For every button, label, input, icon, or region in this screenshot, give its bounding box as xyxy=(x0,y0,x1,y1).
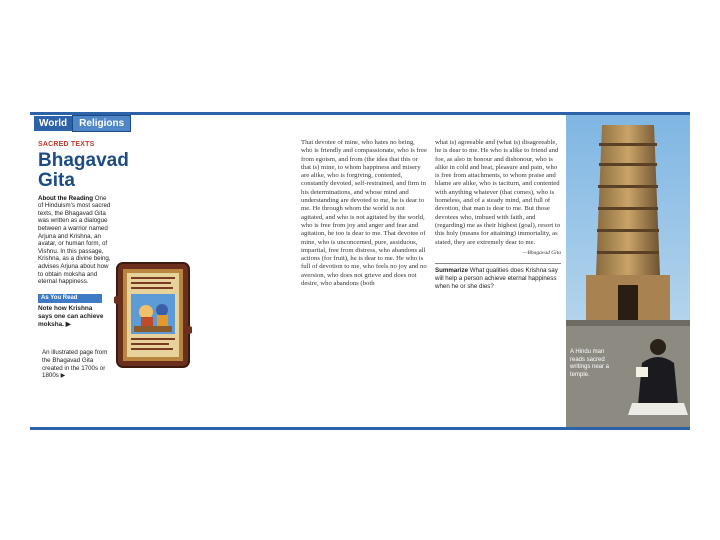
summarize-text: What qualities does Krishna say will help a person achieve eternal happiness when he or she dies? xyxy=(435,267,558,290)
temple-photo xyxy=(566,115,690,427)
banner-word-world: World xyxy=(34,116,72,131)
reading-column-1: That devotee of mine, who hates no being, who is friendly and compassionate, who is free from egoism, and from (the idea that this or that is) mine, to whom happiness and misery are alike, who is forgiving, contented, constantly devoted, self-restrained, and firm in his determinations, and whose mind and understanding are devoted to me, he is dear to me. He through whom the world is not agitated, and who is not agitated by the world, who is free from joy and anger and fear and agitation, he too is dear to me. That devotee of mine, who is unconcerned, pure, assiduous, impartial, free from distress, who abandons all actions (for fruit), he is dear to me. He who is full of devotion to me, who feels no joy and no aversion, who does not grieve and does not desire, who abandons (both xyxy=(301,139,427,288)
reading-column-2 xyxy=(435,139,561,291)
illustrated-manuscript-image xyxy=(114,260,192,370)
about-reading-lead: About the Reading xyxy=(38,194,93,202)
as-you-read-text: Note how Krishna says one can achieve moksha. ▶ xyxy=(38,305,104,329)
temple-photo-caption: A Hindu man reads sacred writings near a temple. xyxy=(570,349,610,378)
summarize-prompt xyxy=(435,267,561,290)
as-you-read-label: As You Read xyxy=(38,294,102,304)
banner-word-religions: Religions xyxy=(72,115,131,132)
section-kicker: SACRED TEXTS xyxy=(38,141,95,148)
intro-column xyxy=(38,141,129,329)
manuscript-caption: An illustrated page from the Bhagavad Gita created in the 1700s or 1800s ▶ xyxy=(42,349,108,380)
page-title: Bhagavad Gita xyxy=(38,149,129,191)
world-religions-banner xyxy=(34,115,131,131)
reading-attribution: —Bhagavad Gita xyxy=(522,249,561,256)
textbook-spread xyxy=(30,112,690,430)
reading-column-2-text: what is) agreeable and (what is) disagreeable, he is dear to me. He who is alike to friend and foe, as also in honour and dishonour, who is alike in cold and heat, pleasure and pain, who is free from attachments, to whom praise and blame are alike, who is taciturn, and contented with anything whatever (that comes), who is homeless, and of a steady mind, and full of devotion, that man is dear to me. But those devotees who, imbued with faith, and (regarding) me as their highest (goal), resort to this holy (means for attaining) immortality, as stated, they are extremely dear to me. xyxy=(435,139,561,246)
about-reading-text: One of Hinduism's most sacred texts, the Bhagavad Gita was written as a dialogue between a warrior named Arjuna and Krishna, an avatar, or human form, of Vishnu. In this passage, Krishna, as a divine being, advises Arjuna about how to obtain moksha and eternal happiness. xyxy=(38,194,111,286)
summarize-divider xyxy=(435,263,561,264)
summarize-lead: Summarize xyxy=(435,267,469,275)
about-reading xyxy=(38,195,113,286)
